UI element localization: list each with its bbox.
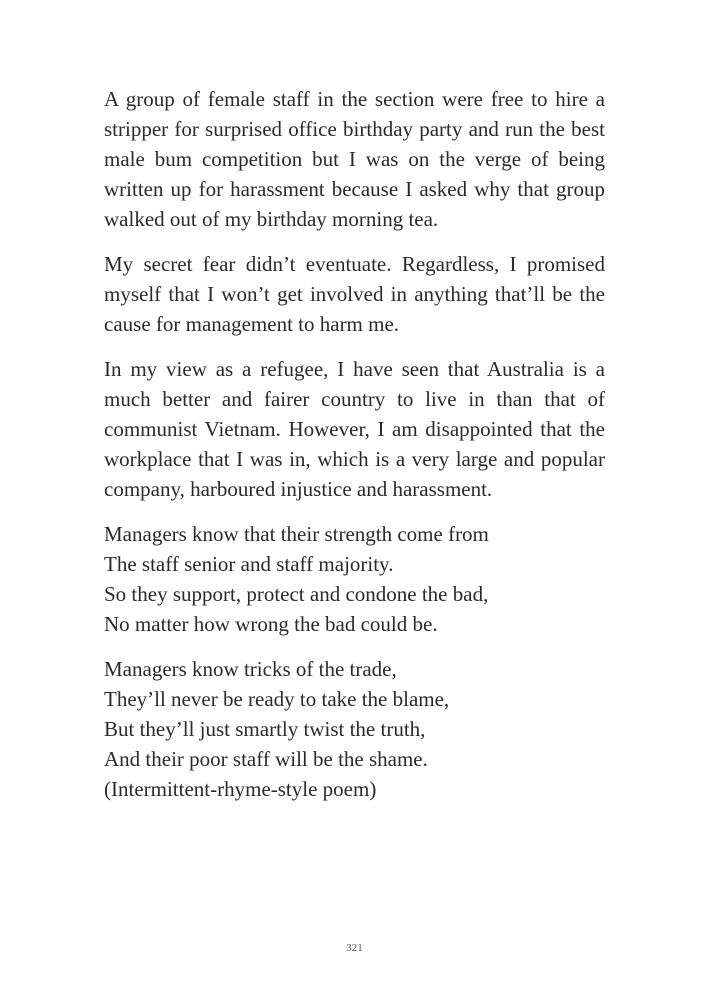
- page-number: 321: [346, 942, 363, 954]
- poem-line: No matter how wrong the bad could be.: [104, 612, 438, 636]
- paragraph-harassment-incident: A group of female staff in the section were free to hire a stripper for surprised office birthday party and run the best male bum competition but I was on the verge of being written up for harassment because I asked why that group walked out of my birthday morning tea.: [104, 87, 605, 231]
- poem-line: Managers know that their strength come from: [104, 522, 489, 546]
- poem-line: But they’ll just smartly twist the truth,: [104, 717, 426, 741]
- poem-line: They’ll never be ready to take the blame,: [104, 687, 450, 711]
- paragraph-secret-fear: My secret fear didn’t eventuate. Regardless, I promised myself that I won’t get involved in anything that’ll be the cause for management to harm me.: [104, 252, 605, 336]
- paragraph-refugee-view: In my view as a refugee, I have seen that Australia is a much better and fairer country to live in than that of communist Vietnam. However, I am disappointed that the workplace that I was in, which is a very large and popular company, harboured injustice and harassment.: [104, 357, 605, 501]
- poem-line: Managers know tricks of the trade,: [104, 657, 397, 681]
- poem-line: So they support, protect and condone the bad,: [104, 582, 489, 606]
- page-content: [104, 84, 605, 819]
- poem-stanza-2: [104, 654, 605, 804]
- poem-line: The staff senior and staff majority.: [104, 552, 394, 576]
- poem-attribution: (Intermittent-rhyme-style poem): [104, 777, 377, 801]
- poem-stanza-1: [104, 519, 605, 639]
- poem-line: And their poor staff will be the shame.: [104, 747, 428, 771]
